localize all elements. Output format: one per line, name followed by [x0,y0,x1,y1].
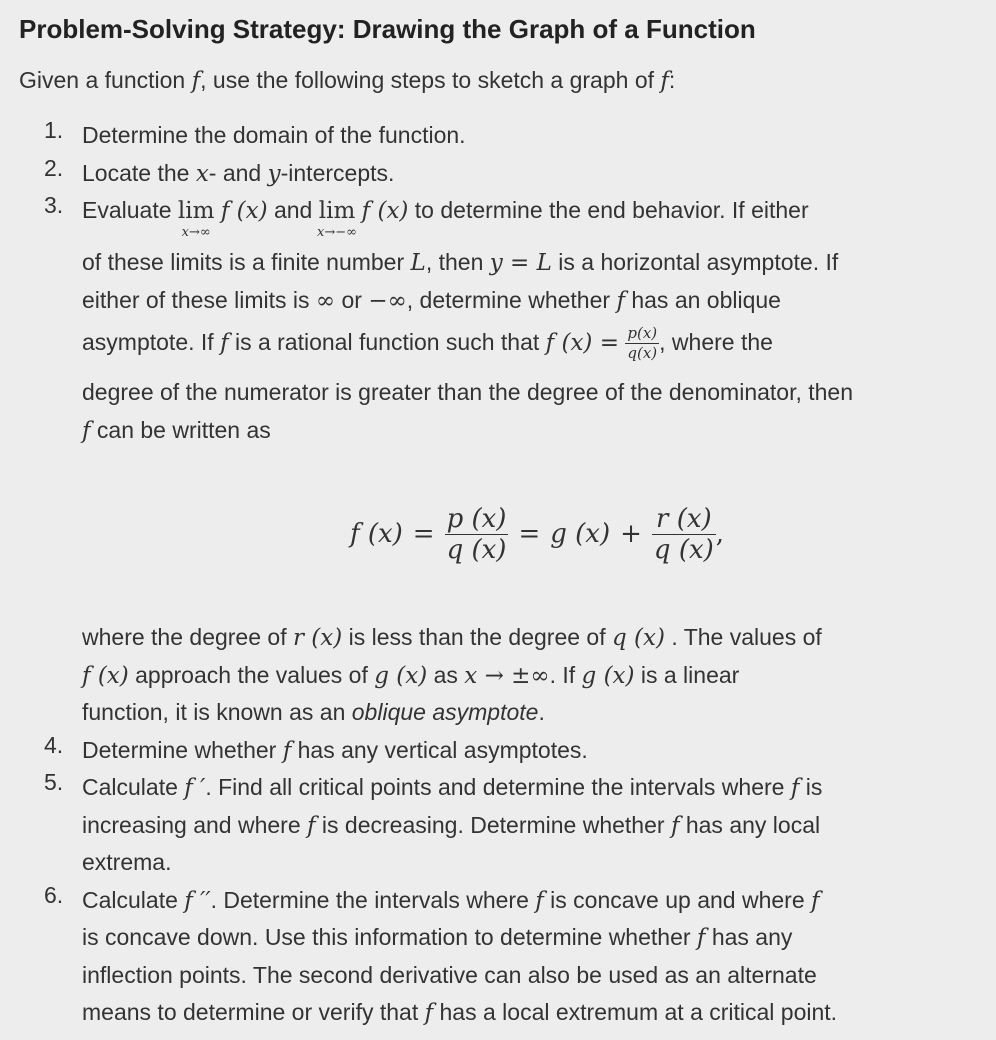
steps-list [44,117,962,1032]
step-number: 6. [44,881,64,908]
math-equals: = [412,519,435,549]
step-text: Locate the [82,159,196,186]
lim-subscript: x→−∞ [317,225,357,240]
step-text: where the degree of [82,624,293,650]
step-line [82,657,962,695]
step-text: asymptote. If [82,329,221,355]
limit-expression [317,198,357,240]
intro-text: : [668,67,676,93]
math-L: L [410,250,426,276]
display-fraction [445,503,509,565]
list-item [44,192,962,732]
step-text: has any vertical asymptotes. [291,736,588,763]
step-text: has any [705,924,793,950]
display-equation [82,449,962,619]
math-f-prime: f ′ [184,775,206,801]
list-item [44,881,962,1032]
fraction-denominator: q (x) [446,534,507,565]
math-f: f [616,287,625,314]
step-line [82,374,962,412]
math-infinity: ∞ [315,287,336,314]
step-text: inflection points. The second derivative can also be used as an alternate [82,961,817,988]
step-number: 5. [44,769,64,795]
step-text: extrema. [82,849,172,875]
math-f: f [82,417,91,444]
math-gx: g (x) [550,519,611,549]
step-line [82,694,962,732]
step-text: Calculate [82,774,185,800]
step-text: Evaluate [82,197,178,223]
math-gx: g (x) [581,662,635,689]
step-text: is [799,774,823,800]
step-text: has a local extremum at a critical point. [433,999,838,1025]
step-text: Determine whether [82,736,283,763]
step-line [82,732,962,770]
step-line [82,619,962,657]
math-f: f [535,887,544,914]
step-text: or [335,286,369,313]
step-line [82,192,962,244]
math-x-to-inf: x → ±∞ [464,662,550,689]
display-fraction [652,503,716,565]
step-line [82,282,962,320]
step-text: . Find all critical points and determine the intervals where [205,774,791,800]
math-f: f [191,68,201,94]
step-line [82,844,962,882]
math-f: f [660,68,669,94]
step-text: increasing and where [82,811,308,838]
intro-paragraph [19,67,675,94]
lim-subscript: x→∞ [181,225,211,240]
step-text: Calculate [82,886,185,913]
step-number: 1. [44,117,64,143]
step-line [82,244,962,282]
math-y: y [267,160,281,187]
step-line [82,412,962,450]
step-line [82,807,962,845]
step-text: and [267,197,319,223]
step-line [82,994,962,1032]
math-qx: q (x) [612,625,665,651]
inline-fraction [625,326,659,361]
step-number: 3. [44,192,64,218]
math-f: f [220,330,229,356]
math-fx: f (x) [82,662,129,689]
step-text: approach the values of [128,661,375,688]
limit-expression [177,198,215,240]
step-text: , then [425,249,490,275]
fraction-denominator: q (x) [653,534,714,565]
math-fx: f (x) [349,519,403,549]
math-f-double-prime: f ′′ [184,887,211,914]
step-text: - and [208,159,268,186]
step-text: is a rational function such that [228,329,546,355]
step-line [82,155,962,193]
math-neg-infinity: −∞ [368,287,407,314]
math-rx: r (x) [292,625,343,651]
step-text: is concave down. Use this information to determine whether [82,924,697,950]
step-text: , where the [659,329,773,355]
math-fx: f (x) [220,198,268,224]
step-line [82,919,962,957]
step-text: either of these limits is [82,286,316,313]
list-item [44,154,962,193]
step-text: is a horizontal asymptote. If [551,249,839,275]
step-number: 4. [44,731,64,758]
step-text: has an oblique [624,286,781,313]
math-x: x [195,160,209,187]
step-text: has any local [679,811,821,838]
math-f: f [811,887,820,914]
page-title: Problem-Solving Strategy: Drawing the Graph of a Function [19,14,756,44]
step-text: degree of the numerator is greater than the degree of the denominator, then [82,379,854,405]
lim-word: lim [177,198,215,224]
math-f: f [307,812,316,839]
step-line [82,117,962,155]
step-text: is less than the degree of [342,624,612,650]
math-fx: f (x) [361,198,409,224]
step-line [82,882,962,920]
fraction-numerator: r (x) [652,506,716,535]
math-equals: = [518,519,541,549]
math-gx: g (x) [374,662,428,689]
step-text: . Determine the intervals where [210,886,536,913]
math-plus: + [620,519,642,549]
fraction-numerator: p(x) [627,324,658,343]
step-text: as [427,661,465,688]
step-line [82,957,962,995]
step-text: function, it is known as an [82,699,352,725]
step-text: to determine the end behavior. If either [408,197,809,223]
step-line [82,319,962,374]
step-number: 2. [44,154,64,181]
fraction-denominator: q(x) [627,344,658,363]
step-text: . The values of [664,624,822,650]
step-line [82,769,962,807]
step-text: . [538,699,545,725]
math-comma: , [715,519,725,549]
step-text: of these limits is a finite number [82,249,411,275]
list-item [44,731,962,770]
step-text: -intercepts. [280,159,395,186]
math-f: f [282,737,292,764]
math-f: f [424,1000,434,1026]
lim-word: lim [318,198,356,224]
intro-text: Given a function [19,67,192,93]
math-fx-eq: f (x) = [545,330,619,356]
step-text: can be written as [90,416,271,443]
list-item [44,769,962,882]
math-y-eq-L: y = L [489,250,552,276]
step-text: is a linear [634,661,740,688]
step-text: , determine whether [406,286,617,313]
step-text: is concave up and where [543,886,811,913]
step-text: . If [549,661,582,688]
list-item [44,117,962,155]
math-f: f [670,812,680,839]
math-f: f [696,925,706,951]
step-text: means to determine or verify that [82,999,425,1025]
step-text: is decreasing. Determine whether [315,811,671,838]
emphasis-term: oblique asymptote [351,699,539,725]
intro-text: , use the following steps to sketch a graph of [200,67,661,93]
fraction-numerator: p (x) [446,503,507,534]
step-text: Determine the domain of the function. [82,122,466,148]
math-f: f [790,775,800,801]
